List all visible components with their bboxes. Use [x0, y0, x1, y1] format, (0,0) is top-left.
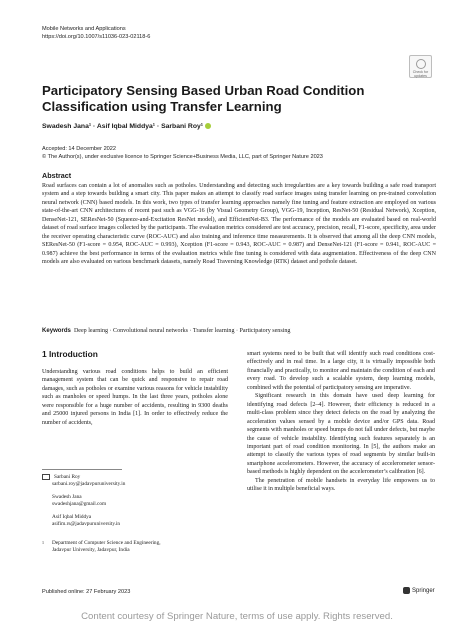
springer-label: Springer	[412, 588, 435, 595]
author-list	[42, 123, 211, 130]
keywords-label: Keywords	[42, 328, 71, 334]
correspondence-email[interactable]: asifim.rs@jadavpuruniversity.in	[52, 520, 121, 527]
affiliation	[42, 540, 161, 554]
affiliation-mark: 1	[42, 540, 44, 545]
correspondence-email[interactable]: swadeshjana@gmail.com	[52, 500, 107, 507]
copyright-line: © The Author(s), under exclusive licence to Springer Science+Business Media, LLC, part of Springer Nature 2023	[42, 154, 323, 160]
affiliation-line-2: Jadavpur University, Jadavpur, India	[52, 546, 130, 553]
accepted-date: Accepted: 14 December 2022	[42, 146, 117, 152]
correspondence-name: Asif Iqbal Middya	[52, 514, 92, 520]
check-for-updates-icon	[416, 59, 426, 69]
paper-title: Participatory Sensing Based Urban Road Condition Classification using Transfer Learning	[42, 83, 365, 114]
intro-paragraph-3: Significant research in this domain have used deep learning for identifying road defects [2–4]. However, their efficiency is reduced in a multi-class problem since they detect defects on the road by analyzing the acceleration values sensed by a mobile device and/or GPS data. Road segments with manholes or speed bumps do not fall under defects, but maybe the cause of vehicle instability. Identifying such features separately is an important part of road condition monitoring. In [5], the authors make an attempt to classify the various types of road segments by similar built-in smartphone accelerometers. However, the accuracy of accelerometer sensor-based methods is highly dependent on the accelerometer’s calibration [6].	[247, 393, 435, 476]
affiliation-line-1: Department of Computer Science and Engineering,	[52, 540, 161, 546]
intro-paragraph-2: smart systems need to be built that will identify such road conditions cost-effectively and in real time. In a large city, it is virtually impossible both financially and practically, to monitor and maintain the condition of each and every road. To develop such a scalable system, deep learning models, combined with the potential of participatory sensing are imperative.	[247, 351, 435, 391]
abstract-text: Road surfaces can contain a lot of anomalies such as potholes. Understanding and detecting such irregularities are a key towards building a safe road transport system and a step towards building a smart city. This paper makes an attempt to classify road surface images using transfer learning on pre-trained convolution neural network (CNN) based models. In this work, two types of transfer learning approaches namely fine tuning and feature extraction are employed on various state-of-the-art CNN architectures of recent past such as VGG-16 (by Visual Geometry Group), VGG-19, Inception, ResNet-50 (Residual Network), Xception, DenseNet-121, SEResNet-50 (Squeeze-and-Excitation ResNet model), and EfficientNet-B3. The performance of the models are evaluated based on real-world dataset of road surface images collected by the participants. The evaluation metrics considered are test accuracy, precision, recall, F1-score, specificity, area under the receiver operating characteristic curve (ROC-AUC) and also training and inference time measurements. It is observed that among all the deep CNN models, SEResNet-50 (F1-score = 0.954, ROC-AUC = 0.993), Xception (F1-score = 0.943, ROC-AUC = 0.987) and DenseNet-121 (F1-score = 0.941, ROC-AUC = 0.987) achieve the best performance in terms of the evaluation metrics while fine tuning is considered with data augmentation. Effectiveness of the deep CNN models are also evaluated on various benchmark datasets, namely Road Traversing Knowledge (RTK) dataset and pothole dataset.	[42, 183, 436, 266]
left-column	[42, 368, 228, 427]
correspondence-email[interactable]: sarbani.roy@jadavpuruniversity.in	[52, 481, 126, 488]
springer-horse-icon	[403, 587, 410, 594]
keywords-text: Deep learning · Convolutional neural networks · Transfer learning · Participatory sensing	[73, 328, 291, 334]
correspondence-name: Sarbani Roy	[54, 474, 81, 481]
intro-paragraph-4: The penetration of mobile handsets in everyday life empowers us to utilise it in multiple beneficial ways.	[247, 477, 435, 493]
orcid-icon[interactable]	[205, 123, 211, 129]
journal-name: Mobile Networks and Applications	[42, 26, 126, 32]
right-column	[247, 350, 435, 494]
content-courtesy-notice: Content courtesy of Springer Nature, terms of use apply. Rights reserved.	[81, 611, 393, 622]
check-for-updates-label: Check for updates	[412, 70, 429, 78]
springer-logo	[403, 587, 435, 594]
author-names: Swadesh Jana¹ · Asif Iqbal Middya¹ · Sarbani Roy¹	[42, 123, 204, 130]
published-date: Published online: 27 February 2023	[42, 589, 131, 595]
doi-link[interactable]: https://doi.org/10.1007/s11036-023-02118-6	[42, 34, 151, 40]
correspondence-1	[42, 474, 125, 488]
footnote-divider	[42, 469, 122, 470]
abstract-heading: Abstract	[42, 171, 72, 180]
correspondence-2	[52, 494, 106, 508]
keywords	[42, 327, 436, 335]
check-for-updates-badge[interactable]	[409, 55, 432, 78]
correspondence-3	[52, 514, 120, 528]
intro-paragraph-1: Understanding various road conditions helps to build an efficient management system that can be quick and responsive to repair road damages, such as potholes or examine various reasons for vehicle instability such as manholes or speed humps. In the last three years, potholes alone were responsible for a huge number of accidents, resulting in 9300 deaths and 25000 injured persons in India [1]. In order to effectively reduce the number of accidents,	[42, 369, 228, 426]
section-heading-introduction: 1 Introduction	[42, 349, 98, 359]
envelope-icon	[42, 474, 50, 480]
correspondence-name: Swadesh Jana	[52, 494, 82, 500]
